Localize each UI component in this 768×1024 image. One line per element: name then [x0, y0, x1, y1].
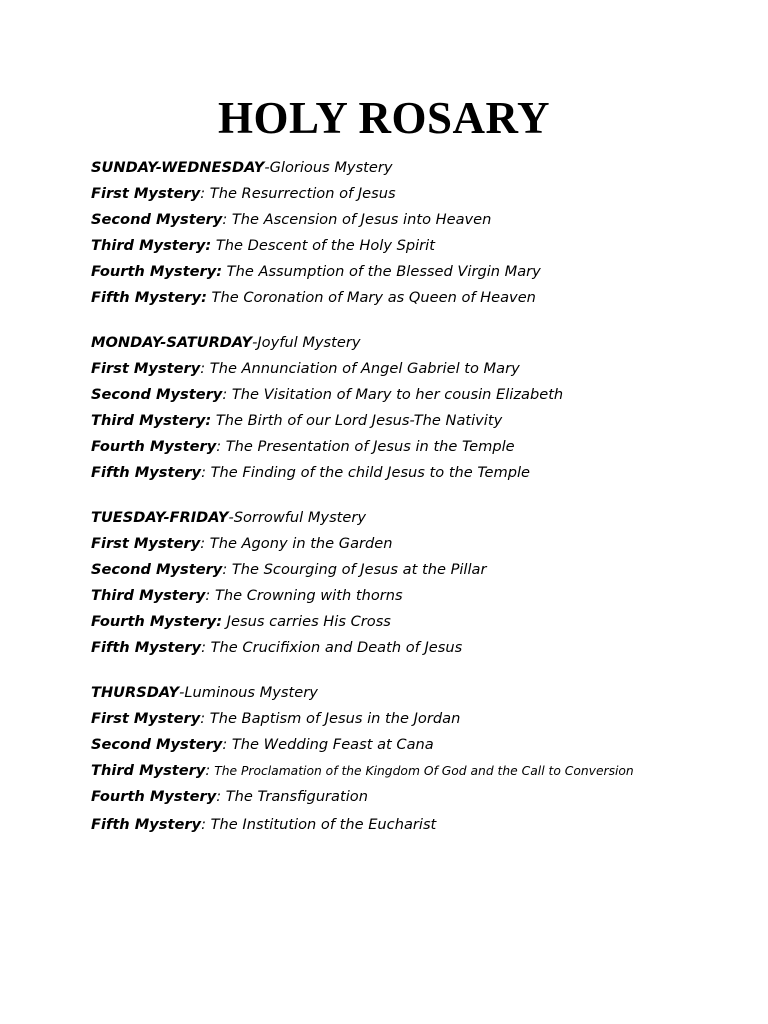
day-label: THURSDAY: [91, 684, 180, 701]
mystery-label: Fourth Mystery: [91, 788, 217, 805]
mystery-text: The Resurrection of Jesus: [205, 185, 396, 202]
mystery-line: [91, 460, 751, 486]
mystery-label: Fifth Mystery: [91, 816, 202, 833]
mystery-name: -Luminous Mystery: [179, 684, 318, 701]
mystery-text: The Presentation of Jesus in the Temple: [221, 438, 515, 455]
mystery-label: Third Mystery: [91, 587, 206, 604]
mystery-label: First Mystery: [91, 535, 201, 552]
section-glorious: [91, 155, 751, 311]
mystery-line: [91, 382, 751, 408]
mystery-text: The Proclamation of the Kingdom Of God and the Call to Conversion: [210, 764, 634, 778]
mystery-label: Third Mystery:: [91, 412, 212, 429]
mystery-line: [91, 356, 751, 382]
mystery-line: [91, 557, 751, 583]
mystery-label: Second Mystery: [91, 561, 223, 578]
mystery-sep: :: [200, 710, 206, 727]
mystery-line: [91, 706, 751, 732]
mystery-text: The Crucifixion and Death of Jesus: [206, 639, 463, 656]
mystery-label: Third Mystery:: [91, 237, 212, 254]
mystery-text: The Visitation of Mary to her cousin Elizabeth: [227, 386, 564, 403]
mystery-sep: :: [222, 736, 228, 753]
mystery-line: [91, 609, 751, 635]
mystery-text: The Ascension of Jesus into Heaven: [227, 211, 492, 228]
mystery-label: Second Mystery: [91, 386, 223, 403]
mystery-text: The Baptism of Jesus in the Jordan: [205, 710, 461, 727]
mystery-sep: :: [205, 762, 211, 779]
mystery-line: [91, 408, 751, 434]
mystery-label: Second Mystery: [91, 211, 223, 228]
mystery-line: [91, 181, 751, 207]
mystery-text: Jesus carries His Cross: [222, 613, 391, 630]
mystery-label: Fourth Mystery:: [91, 613, 223, 630]
mystery-line: [91, 434, 751, 460]
mystery-text: The Descent of the Holy Spirit: [211, 237, 435, 254]
mystery-name: -Glorious Mystery: [264, 159, 393, 176]
mystery-text: The Coronation of Mary as Queen of Heaven: [206, 289, 536, 306]
mystery-sep: :: [222, 211, 228, 228]
mystery-line: [91, 812, 751, 838]
mystery-sep: :: [200, 360, 206, 377]
mystery-text: The Finding of the child Jesus to the Temple: [206, 464, 531, 481]
mystery-name: -Joyful Mystery: [252, 334, 361, 351]
mystery-name: -Sorrowful Mystery: [228, 509, 367, 526]
mystery-line: [91, 635, 751, 661]
section-sorrowful: [91, 505, 751, 661]
mystery-sep: :: [200, 185, 206, 202]
mystery-line: [91, 285, 751, 311]
mystery-line: [91, 207, 751, 233]
mystery-sep: :: [222, 386, 228, 403]
mystery-text: The Wedding Feast at Cana: [227, 736, 434, 753]
mystery-text: The Crowning with thorns: [210, 587, 403, 604]
mystery-line: [91, 758, 751, 784]
mystery-line: [91, 531, 751, 557]
page-title: HOLY ROSARY: [218, 93, 550, 143]
mystery-line: [91, 233, 751, 259]
mystery-label: Fourth Mystery:: [91, 263, 223, 280]
day-label: TUESDAY-FRIDAY: [91, 509, 229, 526]
section-luminous: [91, 680, 751, 838]
mystery-label: Fifth Mystery:: [91, 289, 207, 306]
mystery-text: The Birth of our Lord Jesus-The Nativity: [211, 412, 503, 429]
mystery-text: The Assumption of the Blessed Virgin Mary: [222, 263, 541, 280]
mystery-sep: :: [201, 816, 206, 833]
mystery-label: Second Mystery: [91, 736, 223, 753]
mystery-sep: :: [200, 535, 206, 552]
section-joyful: [91, 330, 751, 486]
day-label: SUNDAY-WEDNESDAY: [91, 159, 265, 176]
mystery-sep: :: [222, 561, 228, 578]
mystery-sep: :: [201, 464, 206, 481]
mystery-text: The Agony in the Garden: [205, 535, 393, 552]
mystery-text: The Scourging of Jesus at the Pillar: [227, 561, 487, 578]
mystery-line: [91, 784, 751, 810]
mystery-label: Third Mystery: [91, 762, 206, 779]
mystery-label: First Mystery: [91, 710, 201, 727]
mystery-sep: :: [201, 639, 206, 656]
mystery-label: First Mystery: [91, 360, 201, 377]
mystery-line: [91, 583, 751, 609]
mystery-sep: :: [205, 587, 211, 604]
rosary-content: [91, 155, 751, 857]
mystery-sep: :: [216, 788, 222, 805]
mystery-label: Fifth Mystery: [91, 464, 202, 481]
section-heading: [91, 505, 751, 531]
section-heading: [91, 330, 751, 356]
mystery-text: The Transfiguration: [221, 788, 368, 805]
mystery-label: Fourth Mystery: [91, 438, 217, 455]
day-label: MONDAY-SATURDAY: [91, 334, 253, 351]
mystery-line: [91, 732, 751, 758]
mystery-text: The Annunciation of Angel Gabriel to Mary: [205, 360, 520, 377]
section-heading: [91, 155, 751, 181]
mystery-sep: :: [216, 438, 222, 455]
section-heading: [91, 680, 751, 706]
mystery-label: Fifth Mystery: [91, 639, 202, 656]
mystery-text: The Institution of the Eucharist: [206, 816, 437, 833]
mystery-line: [91, 259, 751, 285]
mystery-label: First Mystery: [91, 185, 201, 202]
